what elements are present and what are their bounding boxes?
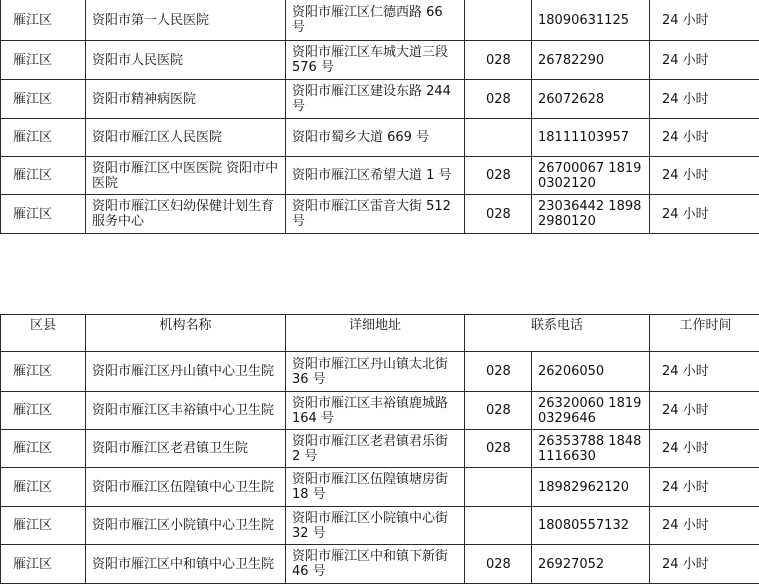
cell-area-code: 028 [465,545,532,584]
cell-area-code [465,468,532,507]
cell-name: 资阳市雁江区中和镇中心卫生院 [86,545,286,584]
cell-hours: 24 小时 [650,80,759,119]
header-address: 详细地址 [286,315,465,352]
cell-address: 资阳市雁江区中和镇下新街 46 号 [286,545,465,584]
cell-area-code: 028 [465,430,532,468]
cell-name: 资阳市精神病医院 [86,80,286,119]
cell-area: 雁江区 [1,80,86,119]
cell-phone: 26782290 [532,41,650,80]
cell-address: 资阳市雁江区丰裕镇鹿城路 164 号 [286,392,465,430]
cell-area: 雁江区 [1,430,86,468]
cell-name: 资阳市雁江区人民医院 [86,119,286,157]
header-hours: 工作时间 [650,315,759,352]
cell-name: 资阳市人民医院 [86,41,286,80]
cell-area: 雁江区 [1,157,86,195]
cell-hours: 24 小时 [650,352,759,392]
cell-area: 雁江区 [1,41,86,80]
cell-hours: 24 小时 [650,392,759,430]
cell-phone: 18111103957 [532,119,650,157]
cell-hours: 24 小时 [650,468,759,507]
table-body-top [1,0,759,234]
cell-address: 资阳市蜀乡大道 669 号 [286,119,465,157]
cell-area-code: 028 [465,195,532,234]
cell-address: 资阳市雁江区丹山镇太北街 36 号 [286,352,465,392]
table-row [1,80,759,119]
cell-area: 雁江区 [1,468,86,507]
cell-address: 资阳市雁江区车城大道三段 576 号 [286,41,465,80]
cell-address: 资阳市雁江区小院镇中心街 32 号 [286,507,465,545]
cell-phone: 26072628 [532,80,650,119]
cell-hours: 24 小时 [650,507,759,545]
table-row [1,545,759,584]
cell-area: 雁江区 [1,0,86,41]
cell-address: 资阳市雁江区伍隍镇塘房街 18 号 [286,468,465,507]
institutions-table-top [0,0,759,234]
cell-area: 雁江区 [1,119,86,157]
cell-area-code: 028 [465,41,532,80]
table-body-bottom [1,315,759,584]
cell-area-code: 028 [465,80,532,119]
table-row [1,157,759,195]
table-row [1,41,759,80]
cell-name: 资阳市雁江区伍隍镇中心卫生院 [86,468,286,507]
cell-area: 雁江区 [1,392,86,430]
cell-address: 资阳市雁江区仁德西路 66 号 [286,0,465,41]
table-row [1,195,759,234]
cell-area: 雁江区 [1,352,86,392]
table-row [1,507,759,545]
table-row [1,430,759,468]
table-row [1,468,759,507]
cell-hours: 24 小时 [650,430,759,468]
cell-phone: 26206050 [532,352,650,392]
cell-hours: 24 小时 [650,157,759,195]
table-row [1,0,759,41]
table-row [1,119,759,157]
table-row [1,392,759,430]
cell-name: 资阳市雁江区小院镇中心卫生院 [86,507,286,545]
cell-phone: 26353788 18481116630 [532,430,650,468]
cell-phone: 26927052 [532,545,650,584]
cell-area-code [465,119,532,157]
cell-area-code: 028 [465,352,532,392]
cell-name: 资阳市第一人民医院 [86,0,286,41]
cell-name: 资阳市雁江区丹山镇中心卫生院 [86,352,286,392]
header-phone: 联系电话 [465,315,650,352]
cell-area-code: 028 [465,392,532,430]
cell-hours: 24 小时 [650,195,759,234]
cell-phone: 23036442 18982980120 [532,195,650,234]
cell-hours: 24 小时 [650,41,759,80]
cell-phone: 26320060 18190329646 [532,392,650,430]
cell-hours: 24 小时 [650,545,759,584]
header-area: 区县 [1,315,86,352]
cell-phone: 18090631125 [532,0,650,41]
cell-name: 资阳市雁江区妇幼保健计划生育服务中心 [86,195,286,234]
header-row [1,315,759,352]
cell-name: 资阳市雁江区丰裕镇中心卫生院 [86,392,286,430]
cell-phone: 18080557132 [532,507,650,545]
cell-hours: 24 小时 [650,119,759,157]
cell-address: 资阳市雁江区希望大道 1 号 [286,157,465,195]
cell-area-code: 028 [465,157,532,195]
cell-name: 资阳市雁江区老君镇卫生院 [86,430,286,468]
header-name: 机构名称 [86,315,286,352]
cell-phone: 18982962120 [532,468,650,507]
cell-address: 资阳市雁江区雷音大街 512 号 [286,195,465,234]
cell-area: 雁江区 [1,507,86,545]
cell-area-code [465,0,532,41]
cell-area: 雁江区 [1,195,86,234]
cell-phone: 26700067 18190302120 [532,157,650,195]
cell-hours: 24 小时 [650,0,759,41]
cell-name: 资阳市雁江区中医医院 资阳市中医院 [86,157,286,195]
cell-area: 雁江区 [1,545,86,584]
cell-address: 资阳市雁江区建设东路 244 号 [286,80,465,119]
cell-area-code [465,507,532,545]
cell-address: 资阳市雁江区老君镇君乐街 2 号 [286,430,465,468]
table-row [1,352,759,392]
institutions-table-bottom [0,314,759,584]
